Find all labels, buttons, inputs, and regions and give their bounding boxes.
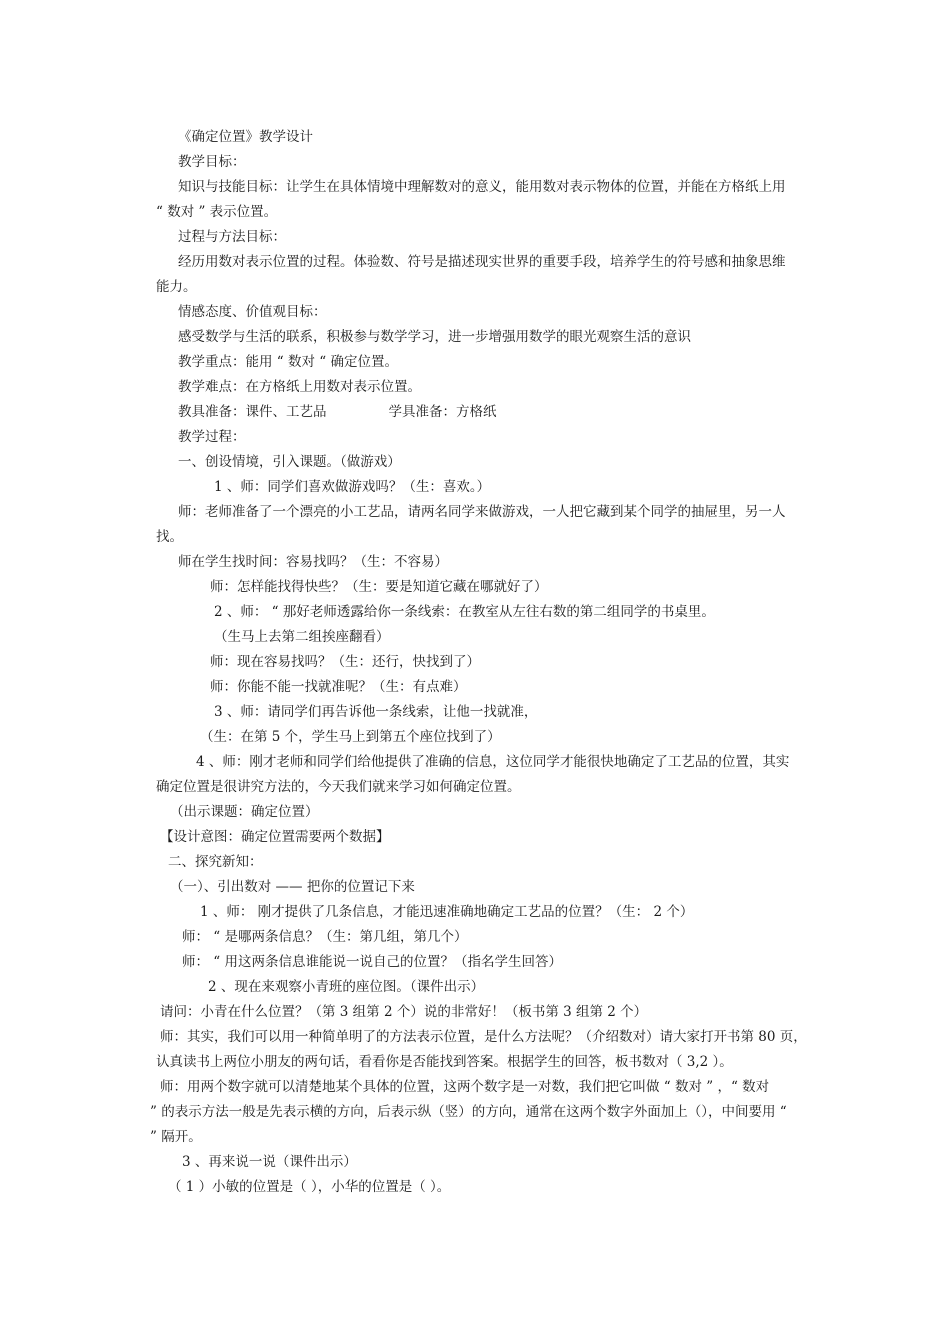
text-line: 师： “ 用这两条信息谁能说一说自己的位置？（指名学生回答） <box>182 954 562 970</box>
text-line: 4 、师：刚才老师和同学们给他提供了准确的信息，这位同学才能很快地确定了工艺品的位置，其实 <box>196 754 790 770</box>
text-line: 师：老师准备了一个漂亮的小工艺品，请两名同学来做游戏，一人把它藏到某个同学的抽屉里，另一人 <box>178 504 786 520</box>
text-line: 教学过程： <box>178 429 246 445</box>
teaching-aids: 教具准备：课件、工艺品 <box>178 404 327 420</box>
text-line: 请问：小青在什么位置？（第 3 组第 2 个）说的非常好！（板书第 3 组第 2 个） <box>160 1004 648 1020</box>
text-line: 2 、现在来观察小青班的座位图。（课件出示） <box>208 979 485 995</box>
text-line: 情感态度、价值观目标： <box>178 304 327 320</box>
text-line: ” 隔开。 <box>150 1129 202 1145</box>
text-line: 一、创设情境，引入课题。（做游戏） <box>178 454 401 470</box>
text-line <box>178 403 497 421</box>
text-line: 师：其实，我们可以用一种简单明了的方法表示位置，是什么方法呢？（介绍数对）请大家打开书第 80 页， <box>160 1029 807 1045</box>
text-line: ” 的表示方法一般是先表示横的方向，后表示纵（竖）的方向，通常在这两个数字外面加上（），中间要用 “ <box>150 1104 787 1120</box>
document-title: 《确定位置》教学设计 <box>178 129 313 145</box>
text-line: 3 、再来说一说（课件出示） <box>182 1154 357 1170</box>
text-line: 感受数学与生活的联系，积极参与数学学习，进一步增强用数学的眼光观察生活的意识 <box>178 329 691 345</box>
text-line: 教学重点：能用 “ 数对 “ 确定位置。 <box>178 354 398 370</box>
text-line: 1 、师： 刚才提供了几条信息，才能迅速准确地确定工艺品的位置？（生： 2 个） <box>200 904 694 920</box>
text-line: 1 、师：同学们喜欢做游戏吗？（生：喜欢。） <box>214 479 491 495</box>
text-line: 确定位置是很讲究方法的，今天我们就来学习如何确定位置。 <box>156 779 521 795</box>
text-line: 能力。 <box>156 279 197 295</box>
text-line: 教学难点：在方格纸上用数对表示位置。 <box>178 379 421 395</box>
student-aids: 学具准备：方格纸 <box>388 404 497 420</box>
text-line: 师：现在容易找吗？（生：还行，快找到了） <box>210 654 480 670</box>
text-line: 经历用数对表示位置的过程。体验数、符号是描述现实世界的重要手段，培养学生的符号感和抽象思维 <box>178 254 786 270</box>
text-line: 师：用两个数字就可以清楚地某个具体的位置，这两个数字是一对数，我们把它叫做 “ 数对 ” ，“ 数对 <box>160 1079 770 1095</box>
text-line: 师： “ 是哪两条信息？（生：第几组，第几个） <box>182 929 468 945</box>
text-line: 认真读书上两位小朋友的两句话，看看你是否能找到答案。根据学生的回答，板书数对（ 3,2 ）。 <box>156 1054 733 1070</box>
text-line: 师：怎样能找得快些？（生：要是知道它藏在哪就好了） <box>210 579 548 595</box>
text-line: 二、探究新知： <box>168 854 263 870</box>
text-line: 3 、师：请同学们再告诉他一条线索，让他一找就准， <box>214 704 538 720</box>
text-line: 知识与技能目标：让学生在具体情境中理解数对的意义，能用数对表示物体的位置，并能在方格纸上用 <box>178 179 786 195</box>
text-line: 找。 <box>156 529 183 545</box>
text-line: 师在学生找时间：容易找吗？（生：不容易） <box>178 554 448 570</box>
text-line: （出示课题：确定位置） <box>170 804 319 820</box>
text-line: “ 数对 ” 表示位置。 <box>156 204 278 220</box>
text-line: （ 1 ）小敏的位置是（ ），小华的位置是（ ）。 <box>168 1179 451 1195</box>
text-line: （一）、引出数对 —— 把你的位置记下来 <box>170 879 415 895</box>
text-line: 教学目标： <box>178 154 246 170</box>
text-line: 2 、师： “ 那好老师透露给你一条线索：在教室从左往右数的第二组同学的书桌里。 <box>214 604 715 620</box>
text-line: 【设计意图：确定位置需要两个数据】 <box>160 829 390 845</box>
text-line: 过程与方法目标： <box>178 229 286 245</box>
text-line: （生马上去第二组挨座翻看） <box>214 629 390 645</box>
text-line: （生：在第 5 个，学生马上到第五个座位找到了） <box>200 729 501 745</box>
text-line: 师：你能不能一找就准呢？（生：有点难） <box>210 679 467 695</box>
